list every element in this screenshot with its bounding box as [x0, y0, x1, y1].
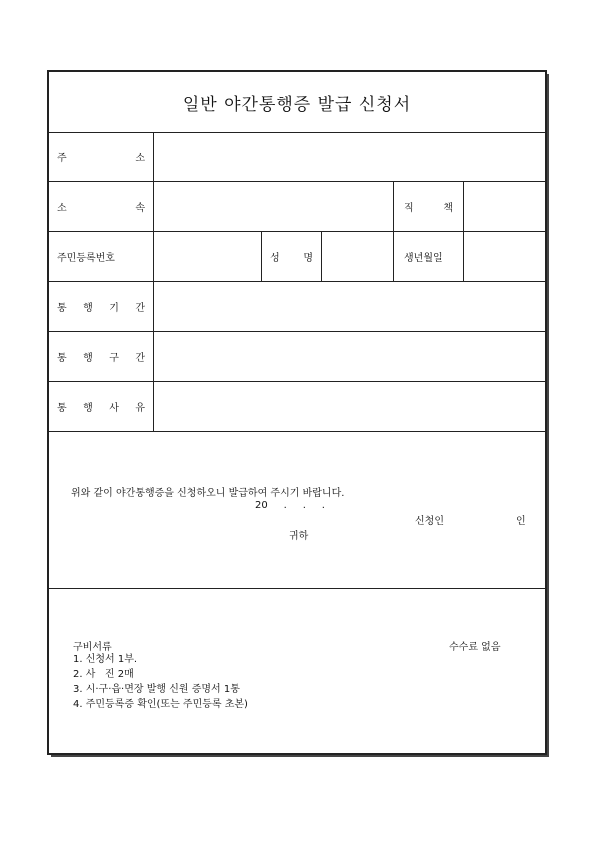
position-label: 직 책: [404, 203, 453, 214]
documents-list: [73, 652, 248, 712]
affiliation-row: [49, 182, 545, 232]
statement-section: [49, 432, 545, 589]
period-field[interactable]: [153, 282, 545, 331]
form-title: 일반 야간통행증 발급 신청서: [182, 94, 412, 115]
name-label-cell: [261, 232, 321, 281]
documents-heading: 구비서류: [73, 642, 112, 653]
section-field[interactable]: [153, 332, 545, 381]
address-label: 주 소: [57, 153, 145, 164]
reason-label: 통 행 사 유: [57, 403, 145, 414]
reason-row: [49, 382, 545, 432]
position-field[interactable]: [463, 182, 545, 231]
section-row: [49, 332, 545, 382]
document-item: 4. 주민등록증 확인(또는 주민등록 초본): [73, 699, 248, 710]
statement-text: 위와 같이 야간통행증을 신청하오니 발급하여 주시기 바랍니다.: [71, 488, 345, 499]
address-row: [49, 132, 545, 182]
period-label: 통 행 기 간: [57, 303, 145, 314]
affiliation-field[interactable]: [153, 182, 393, 231]
document-item: 3. 시·구·읍·면장 발행 신원 증명서 1통: [73, 684, 240, 695]
application-date: 20 . . .: [255, 500, 325, 511]
application-form: [47, 70, 547, 755]
addressee-label: 귀하: [289, 531, 309, 542]
seal-mark: 인: [516, 516, 526, 527]
applicant-label: 신청인: [415, 516, 444, 527]
birth-date-label-cell: [393, 232, 463, 281]
identity-row: [49, 232, 545, 282]
period-row: [49, 282, 545, 332]
form-header: [49, 72, 545, 133]
position-label-cell: [393, 182, 463, 231]
reason-field[interactable]: [153, 382, 545, 431]
resident-no-label: 주민등록번호: [57, 253, 115, 264]
resident-no-field[interactable]: [153, 232, 261, 281]
fee-note: 수수료 없음: [449, 642, 501, 653]
birth-date-field[interactable]: [463, 232, 545, 281]
section-label: 통 행 구 간: [57, 353, 145, 364]
name-label: 성 명: [270, 253, 313, 264]
document-item: 1. 신청서 1부.: [73, 654, 138, 665]
name-field[interactable]: [321, 232, 393, 281]
affiliation-label: 소 속: [57, 203, 145, 214]
birth-date-label: 생년월일: [404, 253, 443, 264]
address-field[interactable]: [153, 132, 545, 181]
documents-section: [49, 589, 545, 753]
document-item: 2. 사 진 2매: [73, 669, 134, 680]
